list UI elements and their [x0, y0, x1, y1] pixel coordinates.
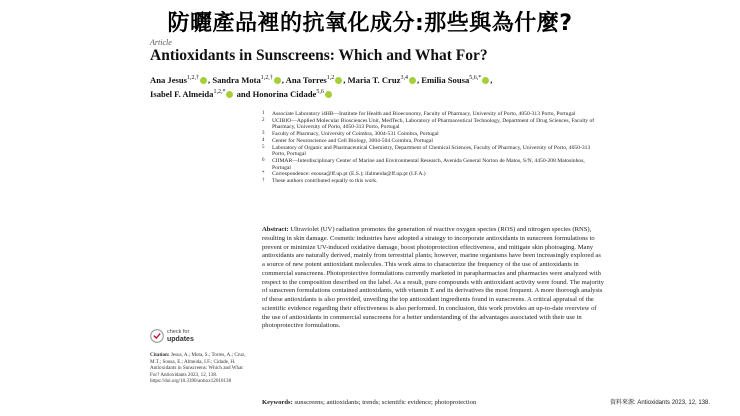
- check-for-updates-badge[interactable]: [150, 329, 194, 343]
- orcid-icon[interactable]: [482, 77, 489, 84]
- abstract-label: Abstract:: [262, 226, 289, 233]
- affiliation-item: 4 Center for Neuroscience and Cell Biology, 3004-504 Coimbra, Portugal: [262, 137, 433, 144]
- author-and: and: [236, 88, 251, 99]
- author[interactable]: Ana Torres$^{1,2}$: [286, 75, 344, 85]
- paper-title: Antioxidants in Sunscreens: Which and What For?: [150, 47, 488, 64]
- affiliation-item: 5 Laboratory of Organic and Pharmaceutical Chemistry, Department of Chemical Sciences, Faculty of Pharmacy, University of Porto, 4050-313 Porto, Portugal: [262, 144, 591, 158]
- check-updates-icon: [150, 329, 164, 343]
- author-list: Ana Jesus$^{1,2,\dagger}$ , Sandra Mota$^{1,2,\dagger}$ , Ana Torres$^{1,2}$ , Maria T. Cruz$^{3,4}$ , Emilia Sousa$^{5,6,*}$ , Isabel F. Almeida$^{1,2,*}$ and Honorina Cidade$^{5,6}$: [150, 74, 493, 99]
- author[interactable]: Emilia Sousa$^{5,6,*}$: [421, 75, 490, 85]
- author[interactable]: Sandra Mota$^{1,2,\dagger}$: [212, 75, 281, 85]
- keywords: [262, 399, 604, 406]
- orcid-icon[interactable]: [335, 77, 342, 84]
- citation-text: Jesus, A.; Mota, S.; Torres, A.; Cruz, M.T.; Sousa, E.; Almeida, I.F.; Cidade, H. Antioxidants in Sunscreens: Which and What For? Antioxidants 2023, 12, 138. https://doi.org/10.3390/antiox12010138: [150, 352, 246, 384]
- correspondence: * Correspondence: esousa@ff.up.pt (E.S.); ifalmeida@ff.up.pt (I.F.A.): [262, 171, 426, 178]
- author[interactable]: Ana Jesus$^{1,2,\dagger}$: [150, 75, 208, 85]
- abstract: [262, 226, 604, 331]
- orcid-icon[interactable]: [226, 91, 233, 98]
- keywords-text: sunscreens; antioxidants; trends; scientific evidence; photoprotection: [294, 399, 477, 406]
- affiliation-item: 1 Associate Laboratory i4HB—Institute for Health and Bioeconomy, Faculty of Pharmacy, University of Porto, 4050-313 Porto, Portugal: [262, 111, 576, 117]
- affiliation-item: 2 UCIBIO—Applied Molecular Biosciences Unit, MedTech, Laboratory of Pharmaceutical Technology, Department of Drug Sciences, Faculty of Pharmacy, University of Porto, 4050-313 Porto, Portugal: [262, 117, 595, 131]
- author[interactable]: Maria T. Cruz$^{3,4}$: [348, 75, 417, 85]
- keywords-label: Keywords:: [262, 399, 293, 406]
- affiliation-list: [262, 111, 602, 185]
- slide-title: 防曬產品裡的抗氧化成分:那些與為什麼?: [167, 11, 573, 36]
- citation-label: Citation:: [150, 352, 170, 358]
- orcid-icon[interactable]: [409, 77, 416, 84]
- citation-block: [150, 352, 250, 385]
- orcid-icon[interactable]: [274, 77, 281, 84]
- affiliation-item: 3 Faculty of Pharmacy, University of Coimbra, 3004-531 Coimbra, Portugal: [262, 131, 439, 138]
- check-updates-line2: updates: [167, 336, 194, 343]
- author[interactable]: Honorina Cidade$^{5,6}$: [253, 89, 333, 99]
- author[interactable]: Isabel F. Almeida$^{1,2,*}$: [150, 89, 234, 99]
- affiliation-item: 6 CIIMAR—Interdisciplinary Center of Marine and Environmental Research, Avenida General Norton de Matos, S/N, 4450-208 Matosinhos, Portugal: [262, 157, 585, 171]
- check-updates-line1: check for: [167, 329, 190, 335]
- source-note: 資料來源: Antioxidants 2023, 12, 138.: [610, 400, 711, 406]
- orcid-icon[interactable]: [200, 77, 207, 84]
- article-type-label: Article: [150, 38, 172, 47]
- abstract-text: Ultraviolet (UV) radiation promotes the generation of reactive oxygen species (ROS) and nitrogen species (RNS), resulting in skin damage. Cosmetic industries have adopted a strategy to incorporate antioxidants in sunscreen formulations to prevent or minimize UV-induced oxidative damage, boost photoprotection effectiveness, and mitigate skin photoaging. Many antioxidants are naturally derived, mainly from terrestrial plants; however, marine organisms have been increasingly explored as a source of new potent antioxidant molecules. This work aims to characterize the frequency of the use of antioxidants in commercial sunscreens. Photoprotective formulations currently marketed in parapharmacies and pharmacies were analyzed with respect to the composition described on the label. As a result, pure compounds with antioxidant activity were found. The majority of sunscreen formulations contained antioxidants, with vitamin E and its derivatives the most frequent. A more thorough analysis of these antioxidants is also provided, unveiling the top antioxidant ingredients found in sunscreens. A critical appraisal of the scientific evidence regarding their effectiveness is also performed. In conclusion, this work provides an up-to-date overview of the use of antioxidants in commercial sunscreens for a better understanding of the advantages associated with their use in photoprotective formulations.: [262, 226, 604, 330]
- equal-contribution-note: † These authors contributed equally to this work.: [262, 178, 378, 185]
- orcid-icon[interactable]: [325, 91, 332, 98]
